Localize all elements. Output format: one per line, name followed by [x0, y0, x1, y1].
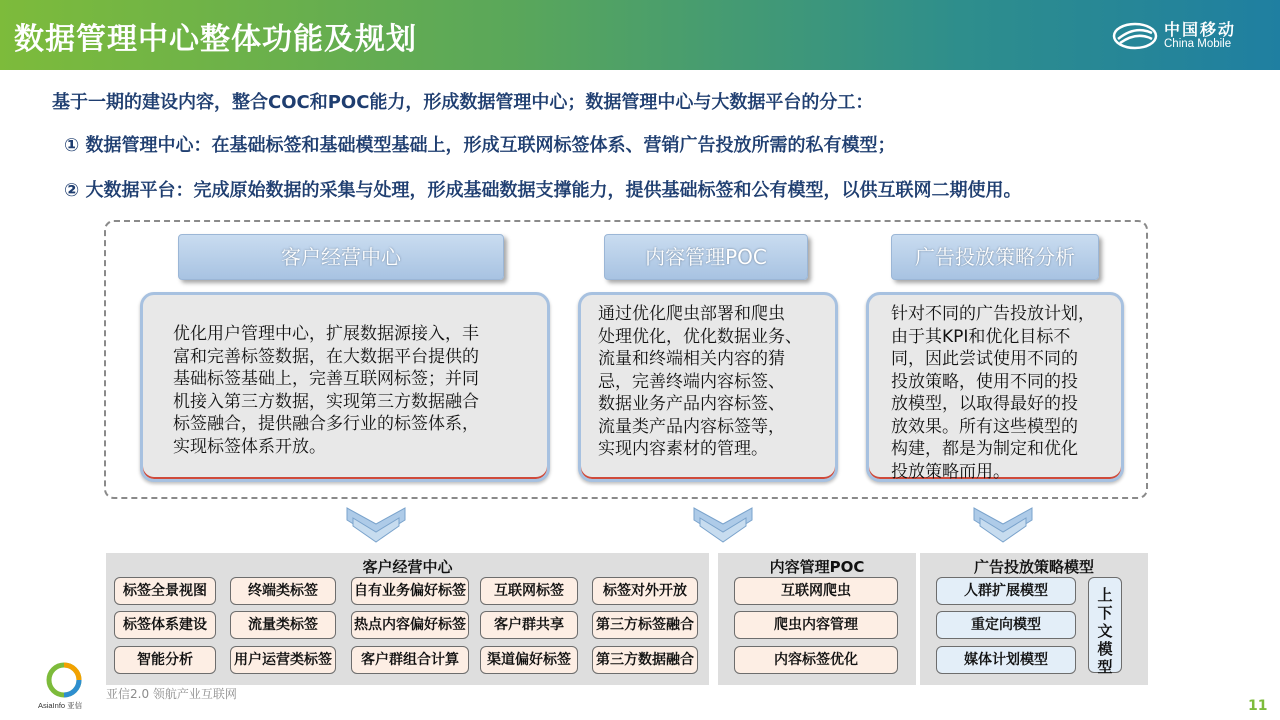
ad-line: 构建，都是为制定和优化 [891, 439, 1078, 459]
chevron-down-icon [692, 504, 754, 546]
poc-line: 数据业务产品内容标签、 [598, 394, 785, 414]
china-mobile-logo-icon [1112, 21, 1158, 51]
asiainfo-logo-text: AsiaInfo 亚信 [38, 701, 83, 710]
ad-line: 针对不同的广告投放计划， [891, 304, 1095, 324]
logo-chinese: 中国移动 [1164, 19, 1237, 39]
ad-tag: 媒体计划模型 [936, 646, 1076, 674]
ad-line: 放模型，以取得最好的投 [891, 394, 1078, 414]
coc-tag: 客户群组合计算 [351, 646, 469, 674]
logo-english: China Mobile [1164, 38, 1232, 51]
coc-line: 富和完善标签数据，在大数据平台提供的 [173, 346, 479, 367]
poc-tag: 内容标签优化 [734, 646, 898, 674]
coc-line: 基础标签基础上，完善互联网标签；并同 [173, 369, 479, 389]
heading-poc [604, 234, 808, 280]
title-bar [0, 0, 1280, 70]
coc-tag: 第三方标签融合 [592, 611, 698, 639]
coc-line: 优化用户管理中心，扩展数据源接入，丰 [173, 324, 479, 344]
coc-tag: 智能分析 [114, 646, 216, 674]
ad-line: 由于其KPI和优化目标不 [891, 326, 1071, 347]
intro-line-2: ① 数据管理中心：在基础标签和基础模型基础上，形成互联网标签体系、营销广告投放所需的私有模型； [64, 135, 896, 156]
ad-panel [920, 553, 1148, 685]
ad-panel-title: 广告投放策略模型 [973, 558, 1094, 576]
ad-tag: 人群扩展模型 [936, 577, 1076, 605]
coc-tag: 终端类标签 [230, 577, 336, 605]
coc-tag: 标签全景视图 [114, 577, 216, 605]
chevron-down-icon [345, 504, 407, 546]
footer-slogan: 亚信2.0 领航产业互联网 [106, 687, 237, 701]
coc-tag: 热点内容偏好标签 [351, 611, 469, 639]
poc-panel [718, 553, 916, 685]
poc-tag: 爬虫内容管理 [734, 611, 898, 639]
intro-line-3: ② 大数据平台：完成原始数据的采集与处理，形成基础数据支撑能力，提供基础标签和公有模型，以供互联网二期使用。 [64, 180, 1022, 201]
poc-line: 流量类产品内容标签等， [598, 416, 785, 437]
coc-tag: 标签对外开放 [592, 577, 698, 605]
coc-tag: 自有业务偏好标签 [351, 577, 469, 605]
coc-tag: 流量类标签 [230, 611, 336, 639]
coc-tag: 互联网标签 [480, 577, 578, 605]
coc-tag: 客户群共享 [480, 611, 578, 639]
coc-tag: 标签体系建设 [114, 611, 216, 639]
slide-title: 数据管理中心整体功能及规划 [14, 22, 417, 57]
china-mobile-logo [1112, 18, 1262, 54]
poc-line: 流量和终端相关内容的猜 [598, 349, 785, 369]
heading-ad-label: 广告投放策略分析 [915, 245, 1075, 269]
chevron-down-icon [972, 504, 1034, 546]
heading-poc-label: 内容管理POC [645, 245, 767, 269]
page-number: 11 [1248, 698, 1268, 714]
coc-tag: 渠道偏好标签 [480, 646, 578, 674]
coc-panel [106, 553, 709, 685]
asiainfo-logo-icon [44, 660, 84, 700]
ad-description-box [866, 292, 1124, 482]
poc-line: 处理优化，优化数据业务、 [598, 326, 802, 347]
coc-tag: 第三方数据融合 [592, 646, 698, 674]
poc-tag: 互联网爬虫 [734, 577, 898, 605]
heading-coc [178, 234, 504, 280]
ad-tag: 重定向模型 [936, 611, 1076, 639]
coc-line: 实现标签体系开放。 [173, 436, 326, 457]
coc-description-box [140, 292, 550, 482]
heading-coc-label: 客户经营中心 [281, 245, 401, 269]
coc-line: 标签融合，提供融合多行业的标签体系， [173, 414, 479, 434]
poc-line: 通过优化爬虫部署和爬虫 [598, 304, 785, 324]
heading-ad [891, 234, 1099, 280]
intro-line-1: 基于一期的建设内容，整合COC和POC能力，形成数据管理中心；数据管理中心与大数据平台的分工： [52, 92, 874, 113]
coc-tag: 用户运营类标签 [230, 646, 336, 674]
context-model-tag [1088, 577, 1122, 676]
coc-line: 机接入第三方数据，实现第三方数据融合 [173, 391, 479, 412]
poc-description-box [578, 292, 838, 482]
ad-line: 放效果。所有这些模型的 [891, 416, 1078, 437]
poc-line: 实现内容素材的管理。 [598, 439, 768, 459]
ad-line: 同，因此尝试使用不同的 [891, 349, 1078, 369]
context-model-label: 上下文模型 [1097, 586, 1113, 676]
ad-line: 投放策略，使用不同的投 [891, 371, 1078, 392]
poc-line: 忌，完善终端内容标签、 [598, 371, 785, 392]
coc-panel-title: 客户经营中心 [362, 558, 453, 576]
poc-panel-title: 内容管理POC [769, 558, 865, 576]
ad-line: 投放策略而用。 [891, 461, 1010, 482]
